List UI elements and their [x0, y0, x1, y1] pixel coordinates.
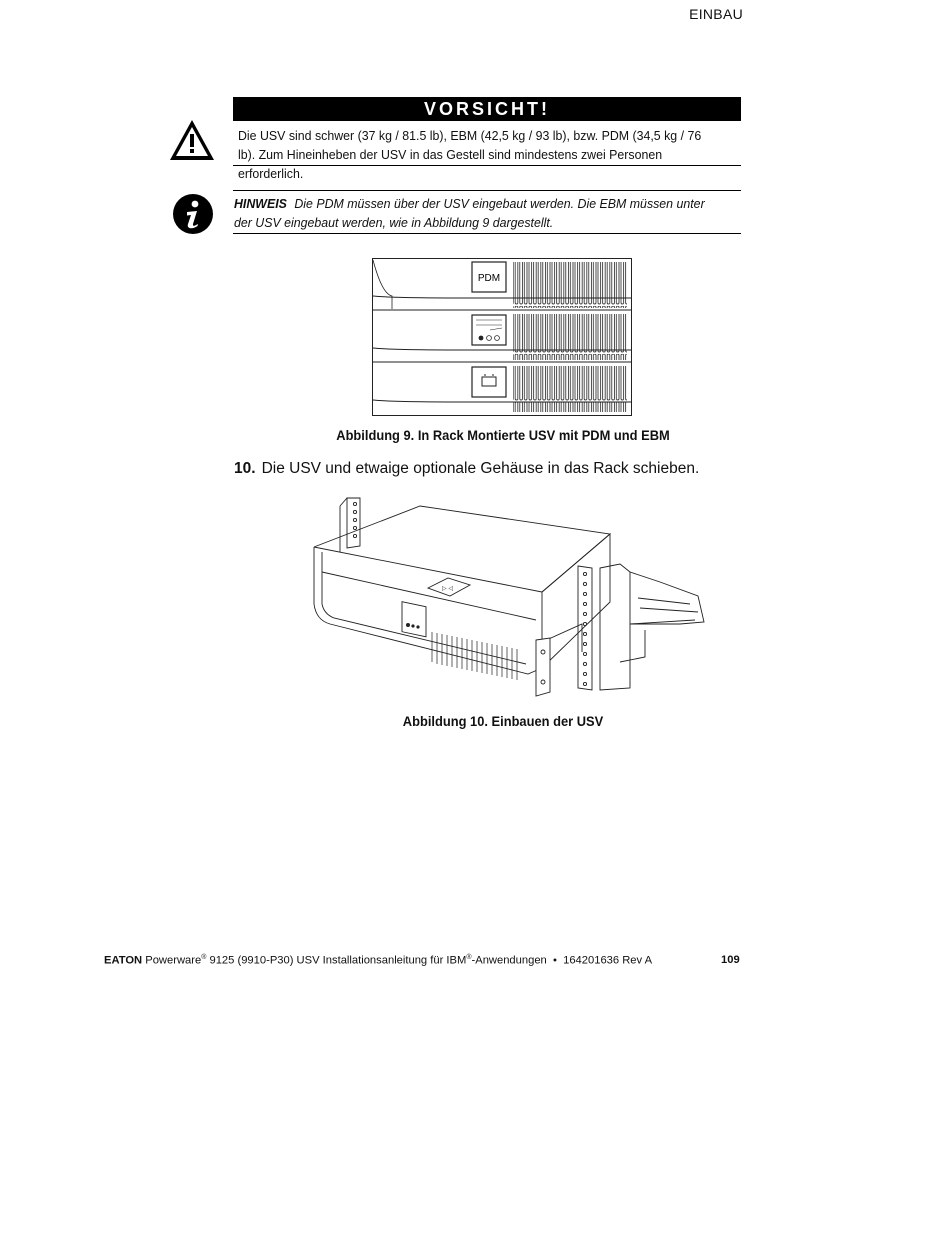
note-body: Die PDM müssen über der USV eingebaut werden. Die EBM müssen unter der USV eingebaut werden, wie in Abbildung 9 dargestellt.	[234, 196, 705, 230]
info-icon	[172, 193, 214, 235]
footer-brand: EATON	[104, 954, 143, 967]
footer-doc-title: 9125 (9910-P30) USV Installationsanleitung für IBM	[206, 954, 467, 967]
note-top-rule	[233, 190, 741, 191]
footer-product: Powerware	[145, 954, 202, 967]
rack-stack-illustration	[372, 258, 632, 416]
note-text	[234, 194, 708, 232]
figure-9-caption: Abbildung 9. In Rack Montierte USV mit PDM und EBM	[336, 427, 670, 443]
figure-10-caption: Abbildung 10. Einbauen der USV	[402, 713, 604, 729]
step-number: 10.	[234, 460, 256, 477]
footer-doc-rev: -Anwendungen • 164201636 Rev A	[471, 954, 653, 967]
footer-reg2: ®	[466, 954, 472, 961]
svg-text:▷ ◁: ▷ ◁	[442, 585, 454, 592]
footer	[104, 954, 652, 967]
section-header: EINBAU	[689, 6, 743, 22]
page-number: 109	[721, 954, 740, 966]
caution-title-bar: VORSICHT!	[233, 97, 741, 121]
caution-text: Die USV sind schwer (37 kg / 81.5 lb), EBM (42,5 kg / 93 lb), bzw. PDM (34,5 kg / 76 lb). Zum Hineinheben der USV in das Gestell sind mindestens zwei Personen erforderlich.	[238, 128, 702, 181]
footer-reg: ®	[201, 954, 207, 961]
step-10	[234, 460, 699, 478]
ups-installation-illustration	[300, 492, 710, 704]
note-label: HINWEIS	[234, 196, 287, 211]
pdm-label: PDM	[477, 273, 501, 284]
note-bottom-rule	[233, 233, 741, 234]
caution-bottom-rule	[233, 165, 741, 166]
step-text: Die USV und etwaige optionale Gehäuse in das Rack schieben.	[261, 460, 700, 477]
warning-triangle-icon	[168, 118, 216, 162]
